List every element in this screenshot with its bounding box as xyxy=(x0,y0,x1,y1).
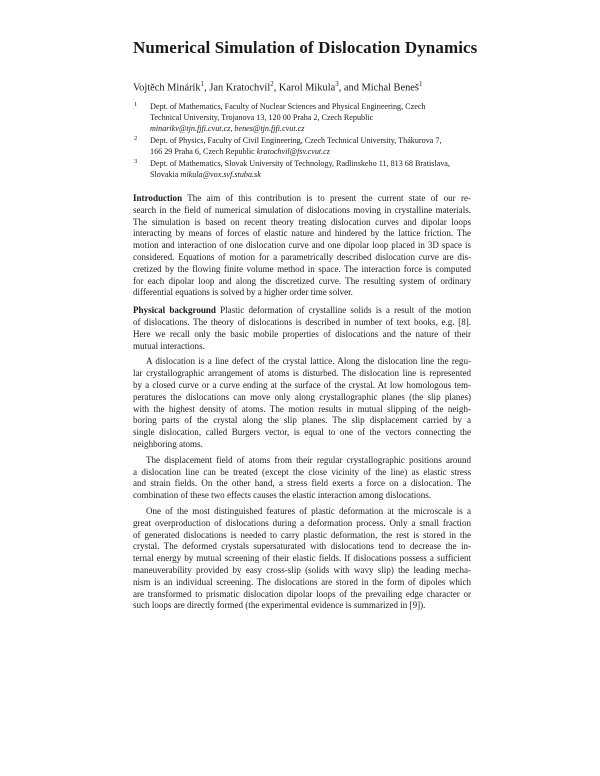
body-paragraph: A dislocation is a line defect of the crystal lattice. Along the dislocation line the regu- lar crystallographic arrangement of atoms is disturbed. The dislocation line is represented by a closed curve or a curve ending at the surface of the crystal. At low homologous tem- peratures the dislocations can move only along crystallographic planes (the slip planes) with the highest density of atoms. The motion results in mutual slipping of the neigh- boring parts of the crystal along the slip planes. The slip displacement carried by a single dislocation, called Burgers vector, is equal to one of the vectors connecting the neighboring atoms. xyxy=(133,356,471,449)
body-paragraph: The displacement field of atoms from their regular crystallographic positions around a dislocation line can be treated (except the close vicinity of the line) as elastic stress and strain fields. On the other hand, a stress field exerts a force on a dislocation. The combination of these two effects causes the elastic interaction among dislocations. xyxy=(133,454,471,501)
section-heading: Introduction xyxy=(133,193,183,203)
affiliation-number: 3 xyxy=(134,158,138,165)
author-name: and Michal Beneš xyxy=(343,82,419,94)
affiliation-marker: 3 xyxy=(335,80,339,88)
affiliation-email: kratochvil@fsv.cvut.cz xyxy=(256,147,330,156)
section-heading: Physical background xyxy=(133,305,216,316)
affiliation-line: Technical University, Trojanova 13, 120 00 Praha 2, Czech Republic xyxy=(150,113,374,122)
author-list: Vojtěch Minárik$^1$, Jan Kratochvíl$^2$, Karol Mikula$^3$, and Michal Beneš$^1$ xyxy=(133,80,423,94)
affiliation-marker: 2 xyxy=(270,80,274,88)
affiliation-email: minarikv@tjn.fjfi.cvut.cz, benes@tjn.fjfi.cvut.cz xyxy=(150,124,305,133)
affiliation-marker: 1 xyxy=(418,80,423,88)
affiliation-line: Dept. of Mathematics, Slovak University of Technology, Radlinskeho 11, 813 68 Bratislava, xyxy=(150,159,450,168)
body-paragraph: One of the most distinguished features of plastic deformation at the microscale is a great overproduction of dislocations during a deformation process. Only a small fraction of generated dislocations is needed to carry plastic deformation, the rest is stored in the crystal. The deformed crystals supersaturated with dislocations tend to decrease the in- ternal energy by mutual screening of their elastic fields. If dislocations possess a sufficient maneuverability provided by easy cross-slip (solids with wavy slip) the leading mecha- nism is an individual screening. The dislocations are stored in the form of dipoles which are transformed to prismatic dislocation dipolar loops of the prevailing edge character or such loops are directly formed (the experimental evidence is summarized in [9]). xyxy=(133,505,471,611)
affiliation-line: Dept. of Mathematics, Faculty of Nuclear Sciences and Physical Engineering, Czech xyxy=(150,102,426,111)
paper-title: Numerical Simulation of Dislocation Dynamics xyxy=(133,38,478,57)
author-name: Vojtěch Minárik xyxy=(133,82,201,94)
body-text xyxy=(133,193,471,616)
author-name: Karol Mikula xyxy=(278,82,336,94)
affiliation-line: 166 29 Praha 6, Czech Republic xyxy=(150,147,255,156)
affiliation-marker: 1 xyxy=(200,80,205,88)
author-name: Jan Kratochvíl xyxy=(209,82,271,94)
physical-background-paragraph: Physical background Plastic deformation of crystalline solids is a result of the motion of dislocations. The theory of dislocations is described in number of text books, e.g. [8]. Here we recall only the basic mobile properties of dislocations and the nature of their mutual interactions. xyxy=(133,305,471,351)
affiliation-number: 1 xyxy=(134,101,138,108)
introduction-paragraph: Introduction The aim of this contribution is to present the current state of our re- search in the field of numerical simulation of dislocations moving in crystalline materials. The simulation is based on recent theory treating dislocation curves and dipolar loops interacting by means of forces of elastic nature and hindered by the lattice friction. The motion and interaction of one dislocation curve and one dipolar loop placed in 3D space is considered. Equations of motion for a parametrically described dislocation curve are dis- cretized by the flowing finite volume method in space. The interaction force is computed for each dipolar loop and along the discretized curve. The resulting system of ordinary differential equations is solved by a higher order time solver. xyxy=(133,193,471,298)
affiliation-line: Dept. of Physics, Faculty of Civil Engineering, Czech Technical University, Thákurova 7, xyxy=(150,136,442,145)
affiliation-email: mikula@vox.svf.stuba.sk xyxy=(180,170,261,179)
affiliation-line: Slovakia xyxy=(150,170,179,179)
affiliation-item xyxy=(133,101,478,134)
affiliation-list xyxy=(133,101,478,181)
affiliation-item xyxy=(133,158,478,180)
affiliation-number: 2 xyxy=(134,135,138,142)
affiliation-item xyxy=(133,135,478,157)
